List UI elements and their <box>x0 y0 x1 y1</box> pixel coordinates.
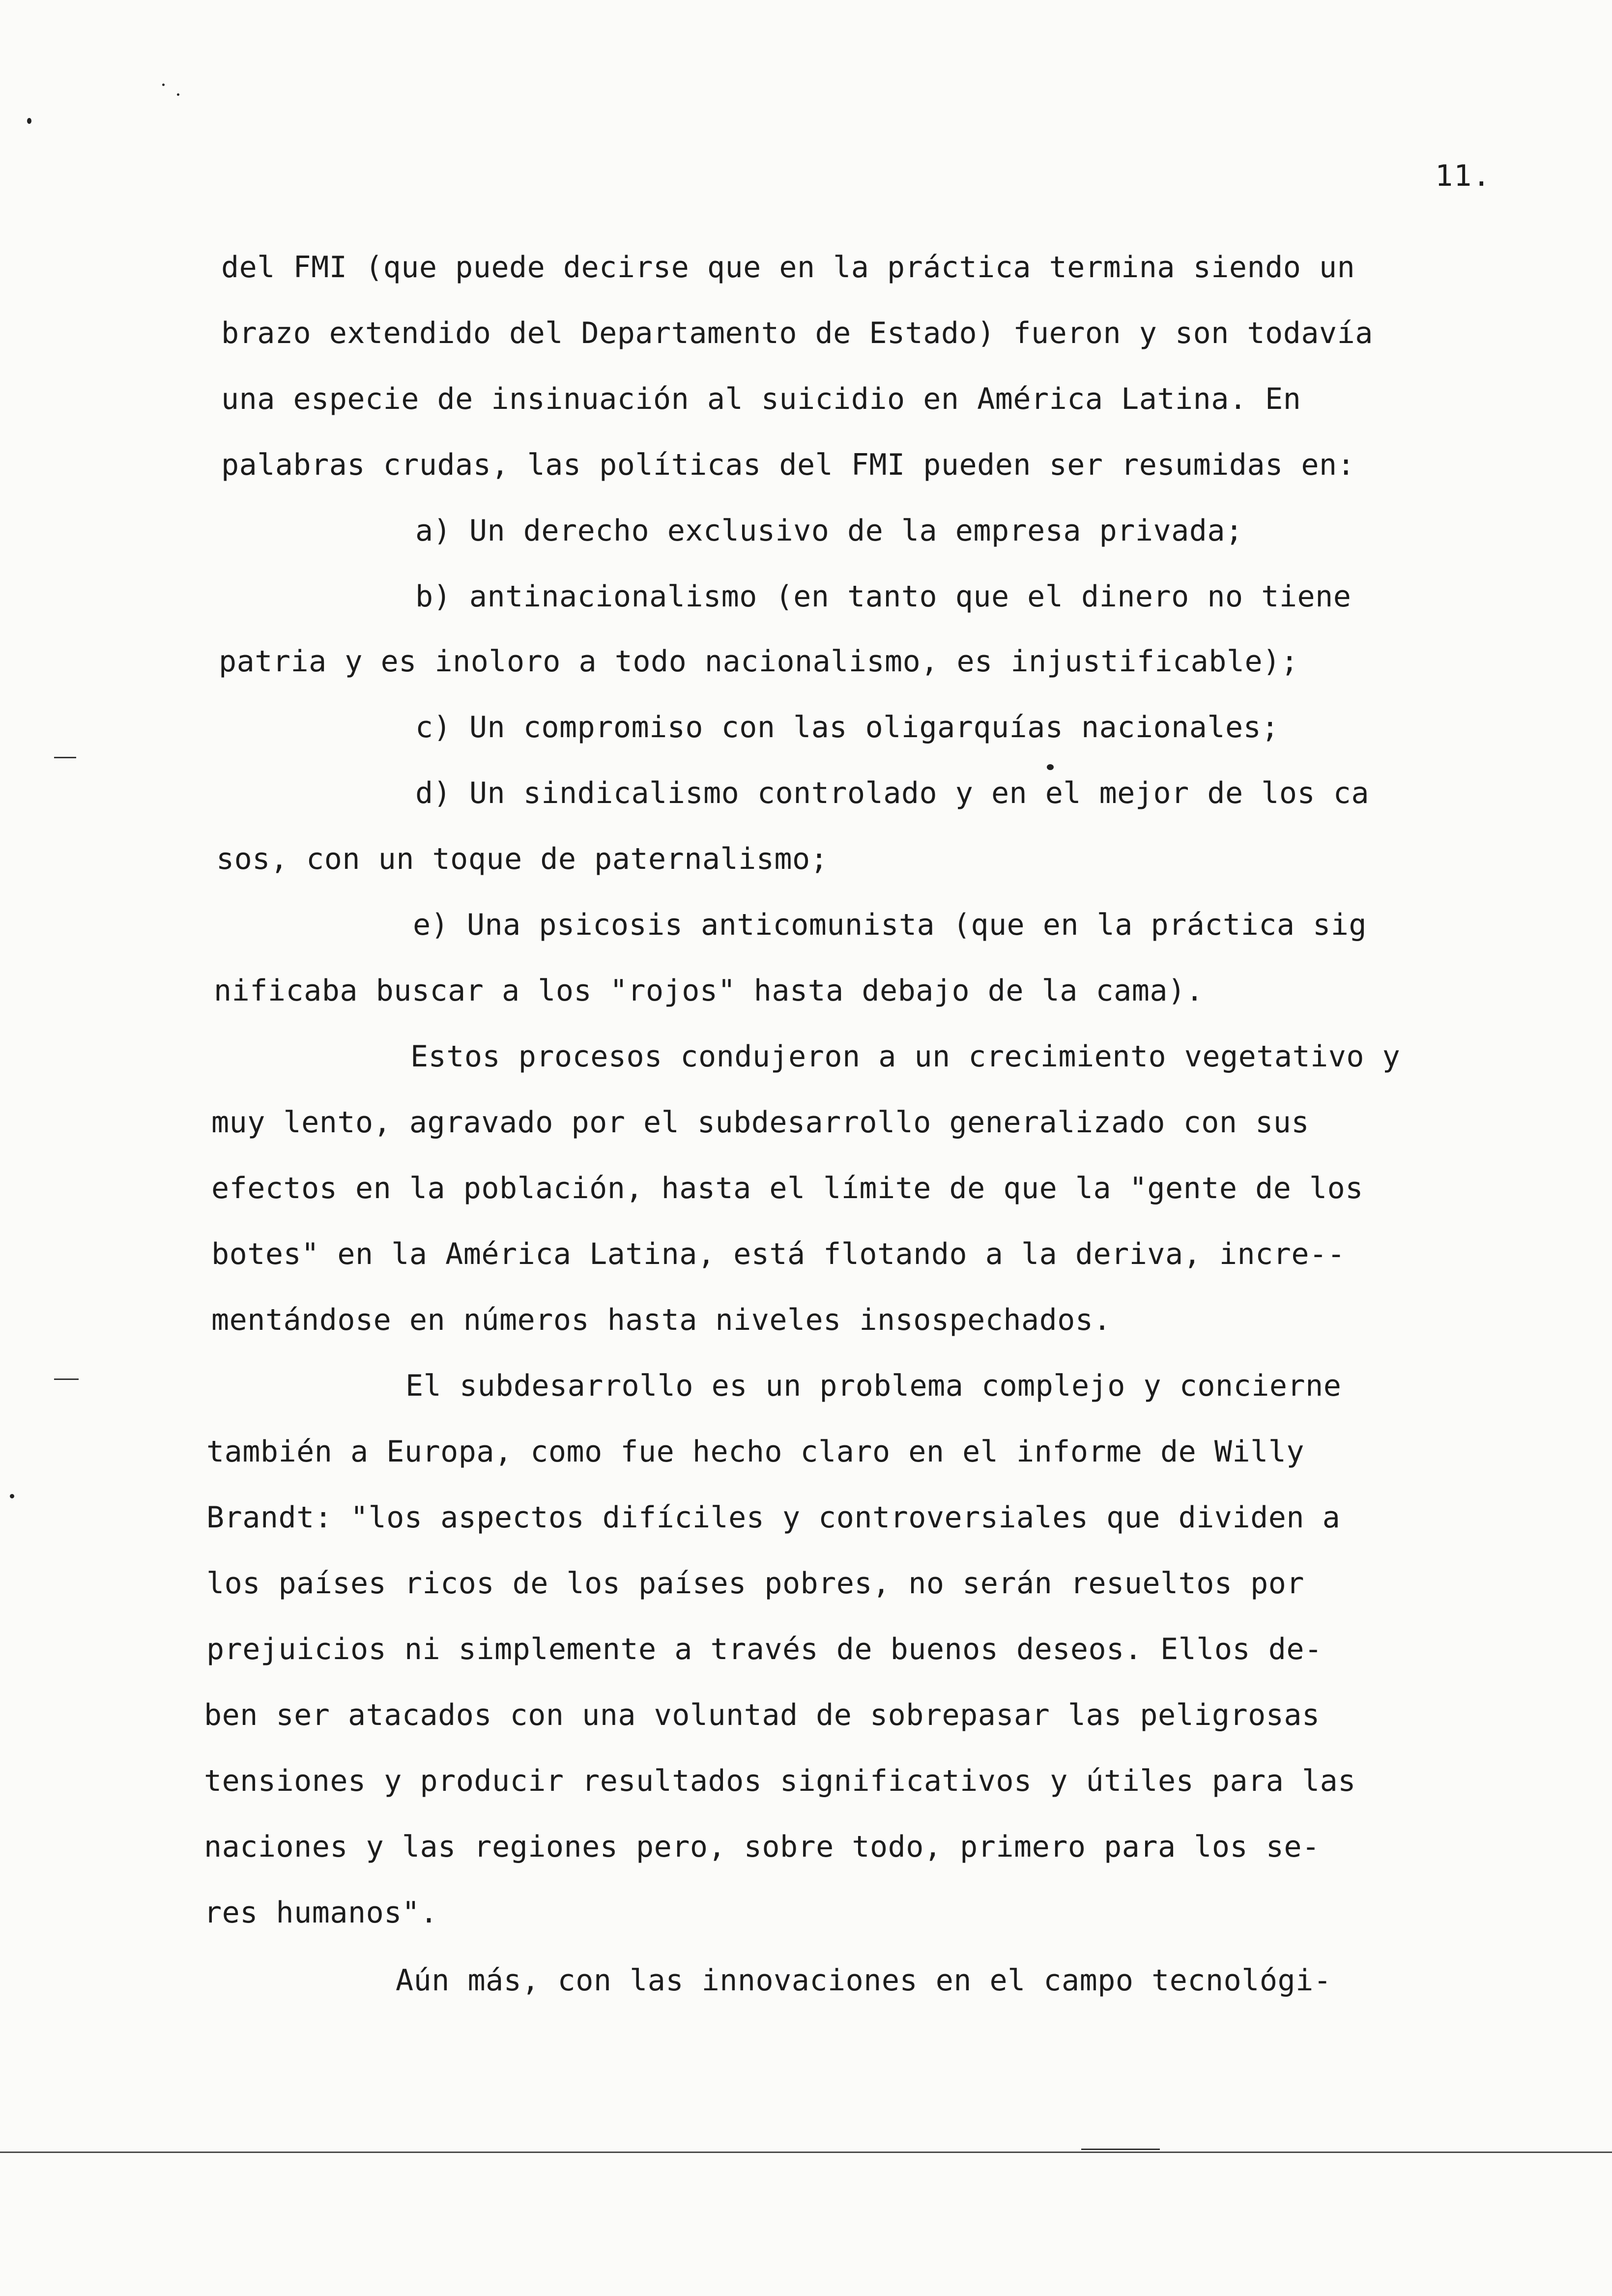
bottom-rule <box>0 2152 1612 2153</box>
text-line: botes" en la América Latina, está flotando a la deriva, incre-- <box>211 1237 1346 1271</box>
text-line: tensiones y producir resultados significativos y útiles para las <box>204 1764 1356 1798</box>
page-number: 11. <box>1435 159 1492 193</box>
paragraph-start: Aún más, con las innovaciones en el campo tecnológi- <box>396 1963 1332 1998</box>
scan-mark <box>54 1378 79 1380</box>
text-line: efectos en la población, hasta el límite de que la "gente de los <box>211 1171 1363 1205</box>
text-line: Brandt: "los aspectos difíciles y controversiales que dividen a <box>206 1500 1341 1535</box>
text-line: los países ricos de los países pobres, no serán resueltos por <box>206 1566 1305 1601</box>
text-line: naciones y las regiones pero, sobre todo, primero para los se- <box>204 1830 1320 1864</box>
scan-speck <box>1047 764 1054 770</box>
scan-speck <box>27 118 31 124</box>
text-line: muy lento, agravado por el subdesarrollo generalizado con sus <box>211 1105 1310 1140</box>
scan-speck <box>10 1494 14 1498</box>
text-line: brazo extendido del Departamento de Estado) fueron y son todavía <box>221 316 1373 350</box>
list-item: c) Un compromiso con las oligarquías nacionales; <box>415 710 1279 745</box>
text-line: sos, con un toque de paternalismo; <box>216 842 829 876</box>
text-line: una especie de insinuación al suicidio en América Latina. En <box>221 382 1301 416</box>
text-line: patria y es inoloro a todo nacionalismo, es injustificable); <box>219 644 1299 679</box>
list-item: b) antinacionalismo (en tanto que el dinero no tiene <box>415 579 1352 614</box>
scan-mark <box>1081 2149 1160 2150</box>
list-item: e) Una psicosis anticomunista (que en la práctica sig <box>413 908 1367 942</box>
paragraph-start: El subdesarrollo es un problema complejo y concierne <box>405 1369 1342 1403</box>
text-line: ben ser atacados con una voluntad de sobrepasar las peligrosas <box>204 1698 1320 1732</box>
text-line: nificaba buscar a los "rojos" hasta debajo de la cama). <box>214 974 1204 1008</box>
list-item: a) Un derecho exclusivo de la empresa privada; <box>415 514 1243 548</box>
text-line: del FMI (que puede decirse que en la práctica termina siendo un <box>221 250 1355 285</box>
text-line: res humanos". <box>204 1895 438 1930</box>
scan-speck <box>162 84 165 86</box>
text-line: también a Europa, como fue hecho claro en el informe de Willy <box>206 1435 1305 1469</box>
scan-mark <box>54 757 76 758</box>
list-item: d) Un sindicalismo controlado y en el mejor de los ca <box>415 776 1370 810</box>
paragraph-start: Estos procesos condujeron a un crecimiento vegetativo y <box>410 1039 1401 1074</box>
text-line: palabras crudas, las políticas del FMI pueden ser resumidas en: <box>221 448 1355 482</box>
text-line: mentándose en números hasta niveles insospechados. <box>211 1303 1112 1337</box>
text-line: prejuicios ni simplemente a través de buenos deseos. Ellos de- <box>206 1632 1323 1666</box>
scan-speck <box>177 93 179 96</box>
